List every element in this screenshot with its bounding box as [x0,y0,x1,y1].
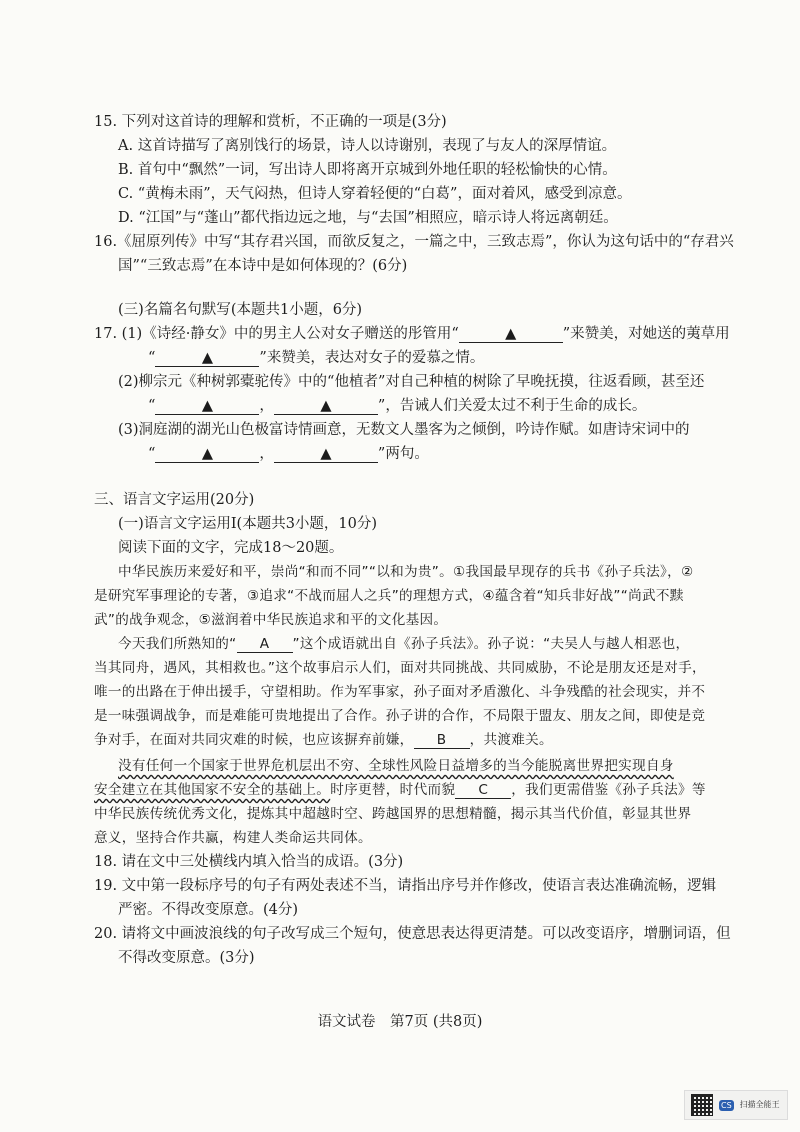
passage-p3-l3: 中华民族传统优秀文化，提炼其中超越时空、跨越国界的思想精髓，揭示其当代价值，彰显其世界 [94,806,692,822]
subsection-heading: (一)语言文字运用Ⅰ(本题共3小题，10分) [118,516,378,532]
answer-blank: ▲ [155,398,259,415]
q16-line2: 国”“三致志焉”在本诗中是如何体现的？(6分) [118,258,408,274]
q15-option-b: B. 首句中“飘然”一词，写出诗人即将离开京城到外地任职的轻松愉快的心情。 [118,162,617,178]
passage-p2-l5: 争对手，在面对共同灾难的时候，也应该摒弃前嫌， B ，共渡难关。 [94,732,553,748]
blank-c: C [455,782,511,799]
page-footer: 语文试卷 第7页 (共8页) [317,1014,483,1030]
q15-option-a: A. 这首诗描写了离别饯行的场景，诗人以诗谢别，表现了与友人的深厚情谊。 [118,138,617,154]
wavy-sentence: 没有任何一个国家于世界危机层出不穷、全球性风险日益增多的当今能脱离世界把实现自身 [118,758,674,774]
q17-part3-line1: (3)洞庭湖的湖光山色极富诗情画意，无数文人墨客为之倾倒，吟诗作赋。如唐诗宋词中的 [118,422,690,438]
section-title: (三)名篇名句默写(本题共1小题，6分) [118,302,363,318]
scanner-watermark [684,1090,788,1120]
wavy-sentence: 安全建立在其他国家不安全的基础上。 [94,782,331,798]
q17-part1-line2: “ ▲ ”来赞美，表达对女子的爱慕之情。 [148,350,485,366]
q15-option-d: D. “江国”与“蓬山”都代指边远之地，与“去国”相照应，暗示诗人将远离朝廷。 [118,210,618,226]
passage-p3-l1 [118,756,674,776]
answer-blank: ▲ [459,326,563,343]
blank-a: A [237,636,293,653]
q17-part1-line1: 17. (1)《诗经·静女》中的男主人公对女子赠送的彤管用“ ▲ ”来赞美，对她送的荑草用 [94,326,730,342]
passage-p1-l1: 中华民族历来爱好和平，崇尚“和而不同”“以和为贵”。①我国最早现存的兵书《孙子兵法》，② [118,564,694,580]
q18: 18. 请在文中三处横线内填入恰当的成语。(3分) [94,854,404,870]
answer-blank: ▲ [274,398,378,415]
q15-stem: 15. 下列对这首诗的理解和赏析，不正确的一项是(3分) [94,114,447,130]
q17-part2-line2: “ ▲ ， ▲ ”，告诫人们关爱太过不利于生命的成长。 [148,398,647,414]
passage-p2-l3: 唯一的出路在于伸出援手，守望相助。作为军事家，孙子面对矛盾激化、斗争残酷的社会现实，并不 [94,684,706,700]
q17-part2-line1: (2)柳宗元《种树郭橐驼传》中的“他植者”对自己种植的树除了早晚抚摸，往返看顾，甚至还 [118,374,705,390]
q20-line1: 20. 请将文中画波浪线的句子改写成三个短句，使意思表达得更清楚。可以改变语序，增删词语，但 [94,926,731,942]
scanner-label: 扫描全能王 [739,1100,780,1109]
q19-line1: 19. 文中第一段标序号的句子有两处表述不当，请指出序号并作修改，使语言表达准确流畅，逻辑 [94,878,717,894]
reading-instruction: 阅读下面的文字，完成18～20题。 [118,540,344,556]
q20-line2: 不得改变原意。(3分) [118,950,255,966]
answer-blank: ▲ [155,446,259,463]
passage-p2-l4: 是一味强调战争，而是难能可贵地提出了合作。孙子讲的合作，不局限于盟友、朋友之间，即使是竞 [94,708,706,724]
passage-p3-l4: 意义，坚持合作共赢，构建人类命运共同体。 [94,830,372,846]
q16-line1: 16.《屈原列传》中写“其存君兴国，而欲反复之，一篇之中，三致志焉”，你认为这句话中的“存君兴 [94,234,734,250]
answer-blank: ▲ [274,446,378,463]
passage-p2-l1: 今天我们所熟知的“ A ”这个成语就出自《孙子兵法》。孙子说：“夫吴人与越人相恶也， [118,636,690,652]
q19-line2: 严密。不得改变原意。(4分) [118,902,299,918]
blank-b: B [414,732,470,749]
camscanner-logo-icon: CS [721,1100,732,1110]
q17-part3-line2: “ ▲ ， ▲ ”两句。 [148,446,429,462]
qr-code-icon [691,1094,713,1116]
passage-p1-l2: 是研究军事理论的专著，③追求“不战而屈人之兵”的理想方式，④蕴含着“知兵非好战”“尚武不黩 [94,588,684,604]
passage-p2-l2: 当其同舟，遇风，其相救也。”这个故事启示人们，面对共同挑战、共同威胁，不论是朋友还是对手， [94,660,706,676]
q15-option-c: C. “黄梅未雨”，天气闷热，但诗人穿着轻便的“白葛”，面对着风，感受到凉意。 [118,186,632,202]
passage-p1-l3: 武”的战争观念，⑤滋润着中华民族追求和平的文化基因。 [94,612,448,628]
answer-blank: ▲ [155,350,259,367]
part3-heading: 三、语言文字运用(20分) [94,492,255,508]
passage-p3-l2: 安全建立在其他国家不安全的基础上。时序更替，时代而貌 C ，我们更需借鉴《孙子兵法》等 [94,782,706,798]
